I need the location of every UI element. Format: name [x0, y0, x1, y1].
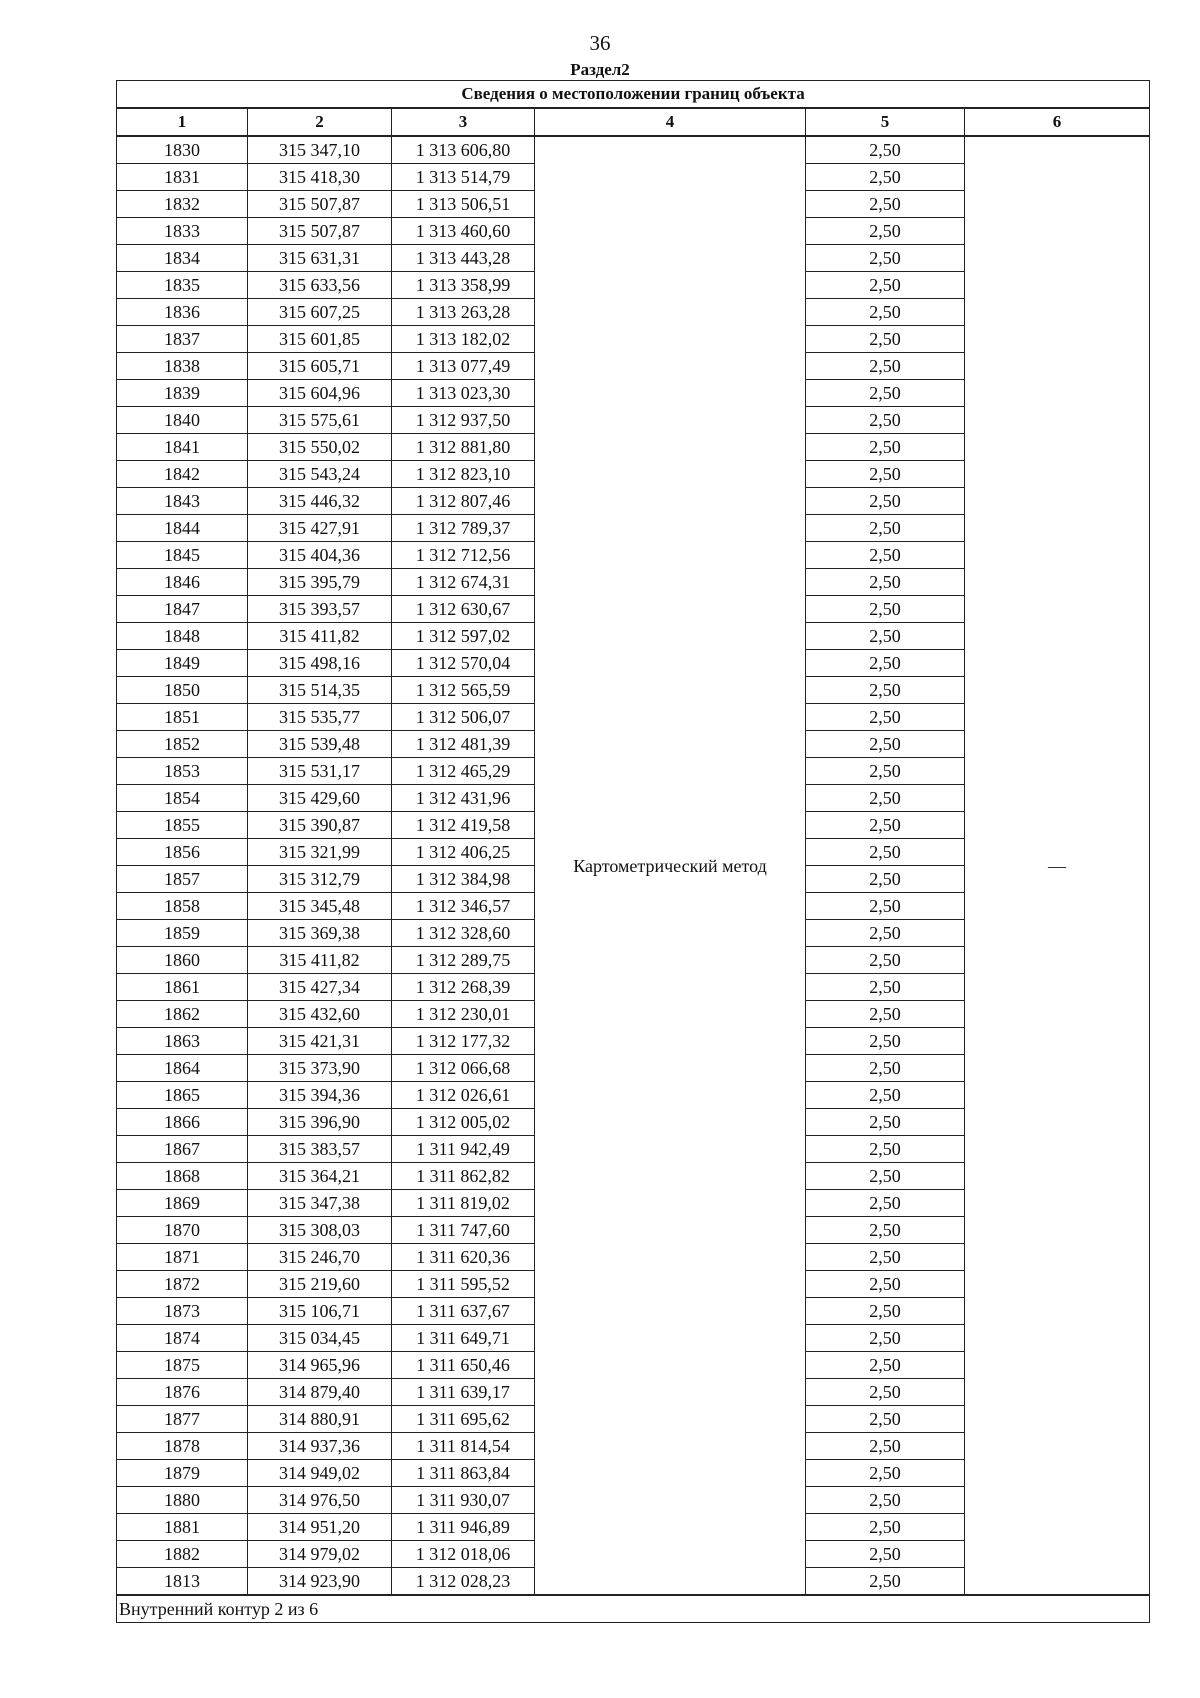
y-coordinate-cell: 1 313 023,30	[392, 380, 535, 407]
point-number-cell: 1850	[117, 677, 248, 704]
x-coordinate-cell: 314 976,50	[248, 1487, 392, 1514]
accuracy-cell: 2,50	[806, 245, 965, 272]
point-number-cell: 1840	[117, 407, 248, 434]
accuracy-cell: 2,50	[806, 1298, 965, 1325]
accuracy-cell: 2,50	[806, 1487, 965, 1514]
y-coordinate-cell: 1 312 026,61	[392, 1082, 535, 1109]
point-number-cell: 1834	[117, 245, 248, 272]
y-coordinate-cell: 1 312 597,02	[392, 623, 535, 650]
column6-cell: —	[965, 136, 1150, 1595]
accuracy-cell: 2,50	[806, 1325, 965, 1352]
x-coordinate-cell: 315 607,25	[248, 299, 392, 326]
y-coordinate-cell: 1 311 819,02	[392, 1190, 535, 1217]
column-header-2: 2	[248, 108, 392, 136]
x-coordinate-cell: 315 308,03	[248, 1217, 392, 1244]
accuracy-cell: 2,50	[806, 974, 965, 1001]
point-number-cell: 1830	[117, 136, 248, 164]
x-coordinate-cell: 315 347,38	[248, 1190, 392, 1217]
point-number-cell: 1865	[117, 1082, 248, 1109]
accuracy-cell: 2,50	[806, 1001, 965, 1028]
x-coordinate-cell: 314 951,20	[248, 1514, 392, 1541]
column-header-3: 3	[392, 108, 535, 136]
y-coordinate-cell: 1 312 005,02	[392, 1109, 535, 1136]
point-number-cell: 1849	[117, 650, 248, 677]
point-number-cell: 1832	[117, 191, 248, 218]
point-number-cell: 1880	[117, 1487, 248, 1514]
point-number-cell: 1878	[117, 1433, 248, 1460]
accuracy-cell: 2,50	[806, 353, 965, 380]
point-number-cell: 1848	[117, 623, 248, 650]
table-row	[117, 136, 1150, 164]
y-coordinate-cell: 1 312 431,96	[392, 785, 535, 812]
x-coordinate-cell: 315 535,77	[248, 704, 392, 731]
accuracy-cell: 2,50	[806, 164, 965, 191]
accuracy-cell: 2,50	[806, 1055, 965, 1082]
column-header-1: 1	[117, 108, 248, 136]
page-number: 36	[589, 31, 611, 55]
x-coordinate-cell: 315 034,45	[248, 1325, 392, 1352]
y-coordinate-cell: 1 312 937,50	[392, 407, 535, 434]
x-coordinate-cell: 315 601,85	[248, 326, 392, 353]
point-number-cell: 1861	[117, 974, 248, 1001]
x-coordinate-cell: 315 446,32	[248, 488, 392, 515]
point-number-cell: 1836	[117, 299, 248, 326]
accuracy-cell: 2,50	[806, 893, 965, 920]
x-coordinate-cell: 315 631,31	[248, 245, 392, 272]
accuracy-cell: 2,50	[806, 461, 965, 488]
point-number-cell: 1851	[117, 704, 248, 731]
point-number-cell: 1866	[117, 1109, 248, 1136]
column-header-4: 4	[535, 108, 806, 136]
y-coordinate-cell: 1 313 443,28	[392, 245, 535, 272]
accuracy-cell: 2,50	[806, 1244, 965, 1271]
y-coordinate-cell: 1 312 565,59	[392, 677, 535, 704]
accuracy-cell: 2,50	[806, 272, 965, 299]
y-coordinate-cell: 1 313 077,49	[392, 353, 535, 380]
x-coordinate-cell: 315 345,48	[248, 893, 392, 920]
y-coordinate-cell: 1 312 328,60	[392, 920, 535, 947]
accuracy-cell: 2,50	[806, 407, 965, 434]
x-coordinate-cell: 315 418,30	[248, 164, 392, 191]
y-coordinate-cell: 1 311 650,46	[392, 1352, 535, 1379]
point-number-cell: 1872	[117, 1271, 248, 1298]
point-number-cell: 1813	[117, 1568, 248, 1596]
point-number-cell: 1841	[117, 434, 248, 461]
x-coordinate-cell: 315 550,02	[248, 434, 392, 461]
point-number-cell: 1831	[117, 164, 248, 191]
accuracy-cell: 2,50	[806, 704, 965, 731]
y-coordinate-cell: 1 313 263,28	[392, 299, 535, 326]
y-coordinate-cell: 1 313 506,51	[392, 191, 535, 218]
y-coordinate-cell: 1 311 814,54	[392, 1433, 535, 1460]
point-number-cell: 1857	[117, 866, 248, 893]
x-coordinate-cell: 315 393,57	[248, 596, 392, 623]
column-header-5: 5	[806, 108, 965, 136]
point-number-cell: 1879	[117, 1460, 248, 1487]
x-coordinate-cell: 315 429,60	[248, 785, 392, 812]
y-coordinate-cell: 1 313 514,79	[392, 164, 535, 191]
accuracy-cell: 2,50	[806, 758, 965, 785]
y-coordinate-cell: 1 312 384,98	[392, 866, 535, 893]
accuracy-cell: 2,50	[806, 920, 965, 947]
y-coordinate-cell: 1 311 639,17	[392, 1379, 535, 1406]
y-coordinate-cell: 1 312 268,39	[392, 974, 535, 1001]
accuracy-cell: 2,50	[806, 218, 965, 245]
x-coordinate-cell: 315 106,71	[248, 1298, 392, 1325]
y-coordinate-cell: 1 312 289,75	[392, 947, 535, 974]
x-coordinate-cell: 315 394,36	[248, 1082, 392, 1109]
y-coordinate-cell: 1 312 881,80	[392, 434, 535, 461]
accuracy-cell: 2,50	[806, 1541, 965, 1568]
column-header-6: 6	[965, 108, 1150, 136]
accuracy-cell: 2,50	[806, 1514, 965, 1541]
x-coordinate-cell: 315 633,56	[248, 272, 392, 299]
x-coordinate-cell: 315 507,87	[248, 191, 392, 218]
x-coordinate-cell: 315 404,36	[248, 542, 392, 569]
boundary-coordinates-table	[116, 80, 1150, 1623]
accuracy-cell: 2,50	[806, 866, 965, 893]
point-number-cell: 1847	[117, 596, 248, 623]
accuracy-cell: 2,50	[806, 1028, 965, 1055]
y-coordinate-cell: 1 311 863,84	[392, 1460, 535, 1487]
y-coordinate-cell: 1 312 066,68	[392, 1055, 535, 1082]
x-coordinate-cell: 315 364,21	[248, 1163, 392, 1190]
point-number-cell: 1877	[117, 1406, 248, 1433]
accuracy-cell: 2,50	[806, 785, 965, 812]
accuracy-cell: 2,50	[806, 623, 965, 650]
y-coordinate-cell: 1 313 182,02	[392, 326, 535, 353]
point-number-cell: 1874	[117, 1325, 248, 1352]
x-coordinate-cell: 315 507,87	[248, 218, 392, 245]
y-coordinate-cell: 1 312 823,10	[392, 461, 535, 488]
x-coordinate-cell: 315 219,60	[248, 1271, 392, 1298]
accuracy-cell: 2,50	[806, 542, 965, 569]
x-coordinate-cell: 315 575,61	[248, 407, 392, 434]
point-number-cell: 1837	[117, 326, 248, 353]
x-coordinate-cell: 315 514,35	[248, 677, 392, 704]
y-coordinate-cell: 1 312 570,04	[392, 650, 535, 677]
y-coordinate-cell: 1 312 789,37	[392, 515, 535, 542]
x-coordinate-cell: 314 965,96	[248, 1352, 392, 1379]
accuracy-cell: 2,50	[806, 1379, 965, 1406]
accuracy-cell: 2,50	[806, 731, 965, 758]
point-number-cell: 1845	[117, 542, 248, 569]
point-number-cell: 1870	[117, 1217, 248, 1244]
x-coordinate-cell: 314 879,40	[248, 1379, 392, 1406]
y-coordinate-cell: 1 313 358,99	[392, 272, 535, 299]
point-number-cell: 1855	[117, 812, 248, 839]
y-coordinate-cell: 1 311 862,82	[392, 1163, 535, 1190]
x-coordinate-cell: 315 395,79	[248, 569, 392, 596]
accuracy-cell: 2,50	[806, 1433, 965, 1460]
x-coordinate-cell: 315 605,71	[248, 353, 392, 380]
accuracy-cell: 2,50	[806, 515, 965, 542]
x-coordinate-cell: 314 979,02	[248, 1541, 392, 1568]
point-number-cell: 1853	[117, 758, 248, 785]
point-number-cell: 1846	[117, 569, 248, 596]
accuracy-cell: 2,50	[806, 677, 965, 704]
point-number-cell: 1868	[117, 1163, 248, 1190]
point-number-cell: 1839	[117, 380, 248, 407]
x-coordinate-cell: 315 498,16	[248, 650, 392, 677]
point-number-cell: 1833	[117, 218, 248, 245]
x-coordinate-cell: 315 427,91	[248, 515, 392, 542]
y-coordinate-cell: 1 312 465,29	[392, 758, 535, 785]
point-number-cell: 1873	[117, 1298, 248, 1325]
method-cell: Картометрический метод	[535, 136, 806, 1595]
point-number-cell: 1858	[117, 893, 248, 920]
x-coordinate-cell: 315 369,38	[248, 920, 392, 947]
y-coordinate-cell: 1 312 406,25	[392, 839, 535, 866]
x-coordinate-cell: 314 880,91	[248, 1406, 392, 1433]
y-coordinate-cell: 1 312 028,23	[392, 1568, 535, 1596]
x-coordinate-cell: 315 543,24	[248, 461, 392, 488]
point-number-cell: 1838	[117, 353, 248, 380]
accuracy-cell: 2,50	[806, 1109, 965, 1136]
x-coordinate-cell: 315 411,82	[248, 947, 392, 974]
accuracy-cell: 2,50	[806, 136, 965, 164]
point-number-cell: 1863	[117, 1028, 248, 1055]
y-coordinate-cell: 1 312 506,07	[392, 704, 535, 731]
accuracy-cell: 2,50	[806, 839, 965, 866]
point-number-cell: 1835	[117, 272, 248, 299]
accuracy-cell: 2,50	[806, 1082, 965, 1109]
y-coordinate-cell: 1 312 419,58	[392, 812, 535, 839]
accuracy-cell: 2,50	[806, 434, 965, 461]
x-coordinate-cell: 315 246,70	[248, 1244, 392, 1271]
x-coordinate-cell: 315 396,90	[248, 1109, 392, 1136]
point-number-cell: 1844	[117, 515, 248, 542]
y-coordinate-cell: 1 312 712,56	[392, 542, 535, 569]
point-number-cell: 1876	[117, 1379, 248, 1406]
y-coordinate-cell: 1 311 649,71	[392, 1325, 535, 1352]
accuracy-cell: 2,50	[806, 1163, 965, 1190]
x-coordinate-cell: 315 432,60	[248, 1001, 392, 1028]
x-coordinate-cell: 315 421,31	[248, 1028, 392, 1055]
y-coordinate-cell: 1 311 747,60	[392, 1217, 535, 1244]
accuracy-cell: 2,50	[806, 299, 965, 326]
y-coordinate-cell: 1 311 620,36	[392, 1244, 535, 1271]
x-coordinate-cell: 315 390,87	[248, 812, 392, 839]
accuracy-cell: 2,50	[806, 1271, 965, 1298]
x-coordinate-cell: 314 937,36	[248, 1433, 392, 1460]
point-number-cell: 1867	[117, 1136, 248, 1163]
y-coordinate-cell: 1 311 595,52	[392, 1271, 535, 1298]
x-coordinate-cell: 315 383,57	[248, 1136, 392, 1163]
point-number-cell: 1864	[117, 1055, 248, 1082]
y-coordinate-cell: 1 311 695,62	[392, 1406, 535, 1433]
accuracy-cell: 2,50	[806, 1136, 965, 1163]
y-coordinate-cell: 1 311 942,49	[392, 1136, 535, 1163]
accuracy-cell: 2,50	[806, 380, 965, 407]
y-coordinate-cell: 1 311 930,07	[392, 1487, 535, 1514]
accuracy-cell: 2,50	[806, 596, 965, 623]
point-number-cell: 1875	[117, 1352, 248, 1379]
x-coordinate-cell: 315 531,17	[248, 758, 392, 785]
accuracy-cell: 2,50	[806, 1190, 965, 1217]
point-number-cell: 1869	[117, 1190, 248, 1217]
point-number-cell: 1854	[117, 785, 248, 812]
x-coordinate-cell: 315 373,90	[248, 1055, 392, 1082]
point-number-cell: 1843	[117, 488, 248, 515]
accuracy-cell: 2,50	[806, 488, 965, 515]
point-number-cell: 1842	[117, 461, 248, 488]
accuracy-cell: 2,50	[806, 191, 965, 218]
accuracy-cell: 2,50	[806, 812, 965, 839]
x-coordinate-cell: 315 321,99	[248, 839, 392, 866]
point-number-cell: 1882	[117, 1541, 248, 1568]
y-coordinate-cell: 1 312 346,57	[392, 893, 535, 920]
accuracy-cell: 2,50	[806, 1568, 965, 1596]
accuracy-cell: 2,50	[806, 326, 965, 353]
x-coordinate-cell: 315 539,48	[248, 731, 392, 758]
y-coordinate-cell: 1 313 460,60	[392, 218, 535, 245]
x-coordinate-cell: 314 923,90	[248, 1568, 392, 1596]
x-coordinate-cell: 315 427,34	[248, 974, 392, 1001]
accuracy-cell: 2,50	[806, 650, 965, 677]
table-caption: Сведения о местоположении границ объекта	[117, 81, 1150, 109]
point-number-cell: 1860	[117, 947, 248, 974]
contour-footer: Внутренний контур 2 из 6	[117, 1595, 1150, 1623]
accuracy-cell: 2,50	[806, 947, 965, 974]
accuracy-cell: 2,50	[806, 1352, 965, 1379]
y-coordinate-cell: 1 312 230,01	[392, 1001, 535, 1028]
x-coordinate-cell: 315 411,82	[248, 623, 392, 650]
point-number-cell: 1871	[117, 1244, 248, 1271]
point-number-cell: 1881	[117, 1514, 248, 1541]
x-coordinate-cell: 314 949,02	[248, 1460, 392, 1487]
accuracy-cell: 2,50	[806, 1406, 965, 1433]
y-coordinate-cell: 1 311 946,89	[392, 1514, 535, 1541]
point-number-cell: 1856	[117, 839, 248, 866]
y-coordinate-cell: 1 312 807,46	[392, 488, 535, 515]
accuracy-cell: 2,50	[806, 569, 965, 596]
y-coordinate-cell: 1 312 674,31	[392, 569, 535, 596]
accuracy-cell: 2,50	[806, 1460, 965, 1487]
x-coordinate-cell: 315 604,96	[248, 380, 392, 407]
table-body	[117, 136, 1150, 1595]
y-coordinate-cell: 1 312 018,06	[392, 1541, 535, 1568]
x-coordinate-cell: 315 312,79	[248, 866, 392, 893]
accuracy-cell: 2,50	[806, 1217, 965, 1244]
point-number-cell: 1852	[117, 731, 248, 758]
point-number-cell: 1859	[117, 920, 248, 947]
y-coordinate-cell: 1 313 606,80	[392, 136, 535, 164]
y-coordinate-cell: 1 312 177,32	[392, 1028, 535, 1055]
y-coordinate-cell: 1 311 637,67	[392, 1298, 535, 1325]
section-title: Раздел2	[570, 60, 630, 79]
y-coordinate-cell: 1 312 630,67	[392, 596, 535, 623]
x-coordinate-cell: 315 347,10	[248, 136, 392, 164]
point-number-cell: 1862	[117, 1001, 248, 1028]
y-coordinate-cell: 1 312 481,39	[392, 731, 535, 758]
